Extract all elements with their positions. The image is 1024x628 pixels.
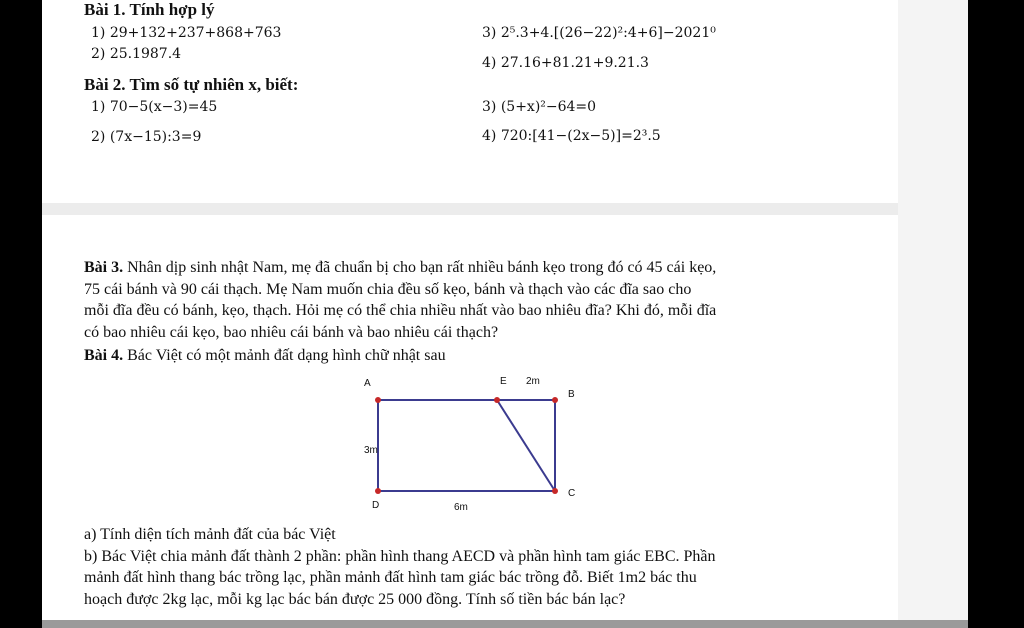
bai4-question-b-line-1: b) Bác Việt chia mảnh đất thành 2 phần: phần hình thang AECD và phần hình tam giác EBC. Phần	[84, 547, 716, 565]
point-d	[375, 488, 381, 494]
bai3-label: Bài 3.	[84, 259, 124, 276]
label-eb-length: 2m	[526, 376, 540, 387]
point-a	[375, 397, 381, 403]
label-ad-length: 3m	[364, 445, 378, 456]
label-dc-length: 6m	[454, 502, 468, 513]
bai2-item-2: 2) (7x−15):3=9	[91, 129, 202, 145]
label-d: D	[372, 500, 380, 511]
bai2-title: Bài 2. Tìm số tự nhiên x, biết:	[84, 75, 299, 94]
bai2-item-3: 3) (5+x)²−64=0	[482, 99, 597, 115]
rectangle-figure	[340, 370, 600, 520]
right-margin	[898, 0, 968, 628]
label-a: A	[364, 378, 371, 389]
bai3-line-2: 75 cái bánh và 90 cái thạch. Mẹ Nam muốn chia đều số kẹo, bánh và thạch vào các đĩa sao cho	[84, 280, 692, 298]
bai1-title: Bài 1. Tính hợp lý	[84, 0, 215, 19]
rectangle-abcd	[378, 400, 555, 491]
bai4-label: Bài 4.	[84, 347, 124, 364]
bai2-item-1: 1) 70−5(x−3)=45	[91, 99, 218, 115]
label-b: B	[568, 389, 575, 400]
bai1-item-4: 4) 27.16+81.21+9.21.3	[482, 55, 649, 71]
bai3-line-3: mỗi đĩa đều có bánh, kẹo, thạch. Hỏi mẹ có thể chia nhiều nhất vào bao nhiêu đĩa? Khi đó, mỗi đĩa	[84, 302, 717, 319]
page-separator	[42, 203, 898, 215]
bai4-question-b-line-2: mảnh đất hình thang bác trồng lạc, phần mảnh đất hình tam giác bác trồng đỗ. Biết 1m2 bác thu	[84, 569, 697, 586]
bai3-line-1: Nhân dịp sinh nhật Nam, mẹ đã chuẩn bị cho bạn rất nhiều bánh kẹo trong đó có 45 cái kẹo,	[123, 259, 717, 276]
segment-ec	[497, 400, 555, 491]
point-b	[552, 397, 558, 403]
bai3-paragraph	[84, 257, 874, 343]
bai3-line-4: có bao nhiêu cái kẹo, bao nhiêu cái bánh và bao nhiêu cái thạch?	[84, 323, 499, 341]
label-c: C	[568, 488, 576, 499]
bottom-scroll-edge	[42, 620, 968, 628]
bai4-intro	[84, 345, 874, 367]
point-c	[552, 488, 558, 494]
bai4-questions	[84, 524, 874, 610]
bai4-intro-text: Bác Việt có một mảnh đất dạng hình chữ nhật sau	[123, 347, 446, 364]
bai4-question-b-line-3: hoạch được 2kg lạc, mỗi kg lạc bác bán được 25 000 đồng. Tính số tiền bác bán lạc?	[84, 590, 626, 608]
bai1-item-3: 3) 2⁵.3+4.[(26−22)²:4+6]−2021⁰	[482, 25, 716, 41]
bai4-question-a: a) Tính diện tích mảnh đất của bác Việt	[84, 526, 336, 543]
bai2-item-4: 4) 720:[41−(2x−5)]=2³.5	[482, 128, 661, 144]
bai1-item-1: 1) 29+132+237+868+763	[91, 25, 282, 41]
bai1-item-2: 2) 25.1987.4	[91, 46, 182, 62]
point-e	[494, 397, 500, 403]
label-e: E	[500, 376, 507, 387]
